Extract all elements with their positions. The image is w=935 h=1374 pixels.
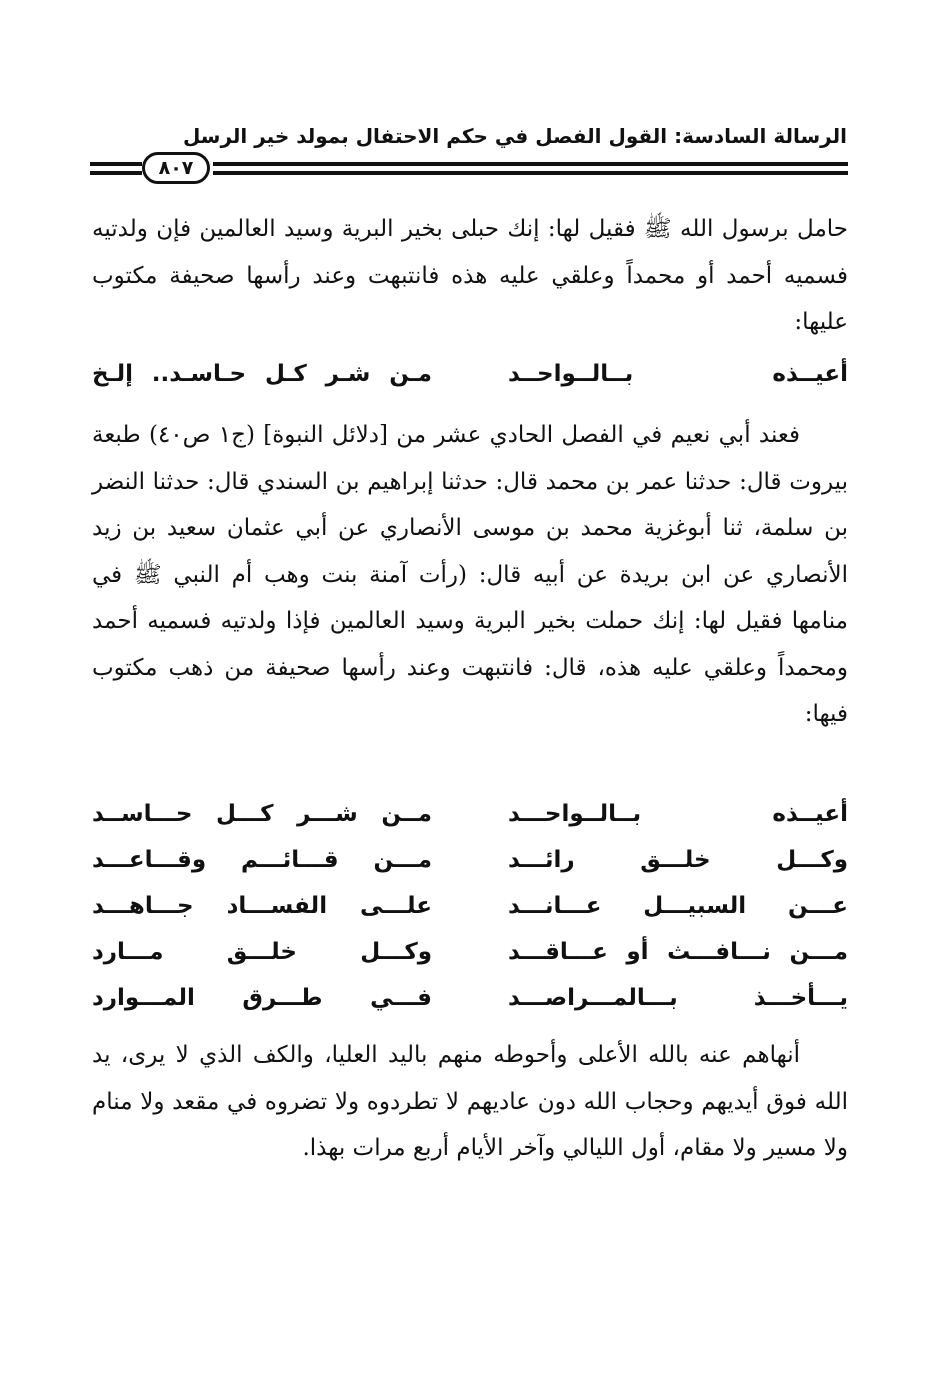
single-verse (92, 352, 848, 396)
poem-verse (92, 792, 848, 836)
verse-second-hemistich: مـــن قـــائـــم وقـــاعـــد (92, 847, 432, 873)
paragraph-3: أنهاهم عنه بالله الأعلى وأحوطه منهم باليد العليا، والكف الذي لا يرى، يد الله فوق أيديهم وحجاب الله دون عاديهم لا تطردوه ولا تضروه في مقعد ولا منام ولا مسير ولا مقام، أول الليالي وآخر الأيام أربع مرات بهذا. (92, 1042, 848, 1161)
page-number: ٨٠٧ (142, 152, 210, 184)
running-title: الرسالة السادسة: القول الفصل في حكم الاحتفال بمولد خير الرسل (182, 124, 847, 148)
verse-second-hemistich: وكـــل خلـــق مـــارد (92, 939, 432, 965)
poem-verse (92, 884, 848, 928)
verse-second-hemistich: فـــي طـــرق المـــوارد (92, 985, 432, 1011)
poem-verse (92, 838, 848, 882)
verse-second-hemistich: مــن شـــر كـــل حـــاســد (92, 801, 432, 827)
verse-first-hemistich: عـــن السبيـــل عـــانـــد (508, 893, 848, 919)
verse-first-hemistich: يـــأخـــذ بـــالمـــراصـــد (508, 985, 848, 1011)
verse-first-hemistich: أعيــذه بــالــواحــد (508, 361, 848, 387)
paragraph-1: حامل برسول الله ﷺ فقيل لها: إنك حبلى بخير البرية وسيد العالمين فإن ولدتيه فسميه أحمد أو محمداً وعلقي عليه هذه فانتبهت وعند رأسها صحيفة مكتوب عليها: (92, 216, 848, 335)
header-double-rule-right (213, 162, 848, 175)
verse-first-hemistich: وكـــل خلـــق رائـــد (508, 847, 848, 873)
poem-verse (92, 976, 848, 1020)
paragraph-2: فعند أبي نعيم في الفصل الحادي عشر من [دلائل النبوة] (ج١ ص٤٠) طبعة بيروت قال: حدثنا عمر بن محمد قال: حدثنا إبراهيم بن السندي قال: حدثنا النضر بن سلمة، ثنا أبوغزية محمد بن موسى الأنصاري عن أبي عثمان سعيد بن زيد الأنصاري عن ابن بريدة عن أبيه قال: (رأت آمنة بنت وهب أم النبي ﷺ في منامها فقيل لها: إنك حملت بخير البرية وسيد العالمين فإذا ولدتيه فسميه أحمد ومحمداً وعلقي عليه هذه، قال: فانتبهت وعند رأسها صحيفة من ذهب مكتوب فيها: (92, 422, 848, 727)
verse-second-hemistich: مـن شـر كـل حـاسـد.. إلـخ (92, 361, 432, 387)
verse-first-hemistich: مـــن نـــافـــث أو عـــاقـــد (508, 939, 848, 965)
verse-second-hemistich: علـــى الفســـاد جـــاهـــد (92, 893, 432, 919)
verse-first-hemistich: أعيــذه بــالــواحـــد (508, 801, 848, 827)
poem-verse (92, 930, 848, 974)
header-double-rule-left (90, 162, 142, 175)
